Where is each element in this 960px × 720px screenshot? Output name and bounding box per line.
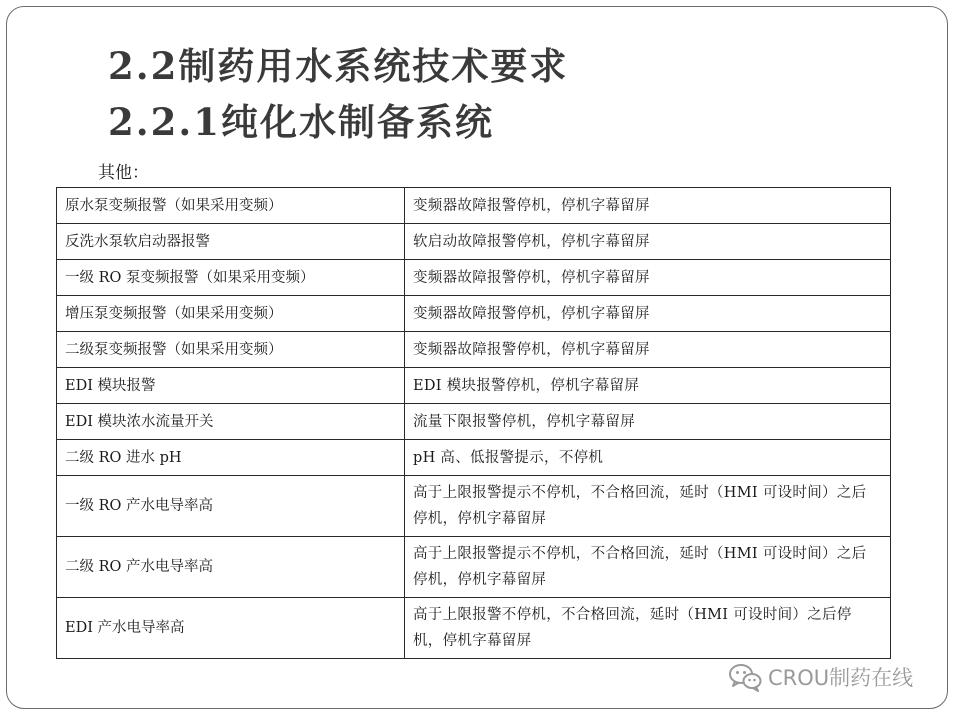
table-row bbox=[57, 537, 891, 598]
slide-title: 2.2制药用水系统技术要求 bbox=[108, 44, 569, 88]
watermark-text: CROU制药在线 bbox=[768, 666, 914, 690]
wechat-icon bbox=[728, 662, 762, 692]
table-row bbox=[57, 440, 891, 476]
table-row bbox=[57, 296, 891, 332]
table-row bbox=[57, 476, 891, 537]
alarm-action-cell: EDI 模块报警停机，停机字幕留屏 bbox=[405, 368, 891, 404]
alarm-action-cell: pH 高、低报警提示，不停机 bbox=[405, 440, 891, 476]
table-row bbox=[57, 188, 891, 224]
watermark bbox=[728, 662, 913, 692]
table-row bbox=[57, 598, 891, 659]
alarm-condition-cell: EDI 模块报警 bbox=[57, 368, 405, 404]
alarm-action-cell: 高于上限报警不停机，不合格回流，延时（HMI 可设时间）之后停机，停机字幕留屏 bbox=[405, 598, 891, 659]
alarm-action-cell: 高于上限报警提示不停机，不合格回流，延时（HMI 可设时间）之后停机，停机字幕留屏 bbox=[405, 476, 891, 537]
alarm-condition-cell: 二级 RO 产水电导率高 bbox=[57, 537, 405, 598]
alarm-action-cell: 变频器故障报警停机，停机字幕留屏 bbox=[405, 296, 891, 332]
table-row bbox=[57, 332, 891, 368]
alarm-condition-cell: 增压泵变频报警（如果采用变频） bbox=[57, 296, 405, 332]
alarm-action-cell: 变频器故障报警停机，停机字幕留屏 bbox=[405, 188, 891, 224]
alarm-action-cell: 软启动故障报警停机，停机字幕留屏 bbox=[405, 224, 891, 260]
alarm-condition-cell: EDI 产水电导率高 bbox=[57, 598, 405, 659]
table-row bbox=[57, 224, 891, 260]
alarm-action-cell: 变频器故障报警停机，停机字幕留屏 bbox=[405, 332, 891, 368]
alarm-table bbox=[56, 187, 891, 659]
alarm-condition-cell: 反洗水泵软启动器报警 bbox=[57, 224, 405, 260]
slide-subtitle: 2.2.1纯化水制备系统 bbox=[108, 100, 494, 144]
alarm-action-cell: 变频器故障报警停机，停机字幕留屏 bbox=[405, 260, 891, 296]
alarm-condition-cell: 二级 RO 进水 pH bbox=[57, 440, 405, 476]
table-row bbox=[57, 404, 891, 440]
alarm-condition-cell: EDI 模块浓水流量开关 bbox=[57, 404, 405, 440]
intro-label: 其他： bbox=[98, 163, 149, 183]
alarm-condition-cell: 一级 RO 产水电导率高 bbox=[57, 476, 405, 537]
table-row bbox=[57, 368, 891, 404]
table-row bbox=[57, 260, 891, 296]
alarm-condition-cell: 一级 RO 泵变频报警（如果采用变频） bbox=[57, 260, 405, 296]
alarm-action-cell: 高于上限报警提示不停机，不合格回流，延时（HMI 可设时间）之后停机，停机字幕留屏 bbox=[405, 537, 891, 598]
alarm-condition-cell: 二级泵变频报警（如果采用变频） bbox=[57, 332, 405, 368]
alarm-condition-cell: 原水泵变频报警（如果采用变频） bbox=[57, 188, 405, 224]
alarm-action-cell: 流量下限报警停机，停机字幕留屏 bbox=[405, 404, 891, 440]
